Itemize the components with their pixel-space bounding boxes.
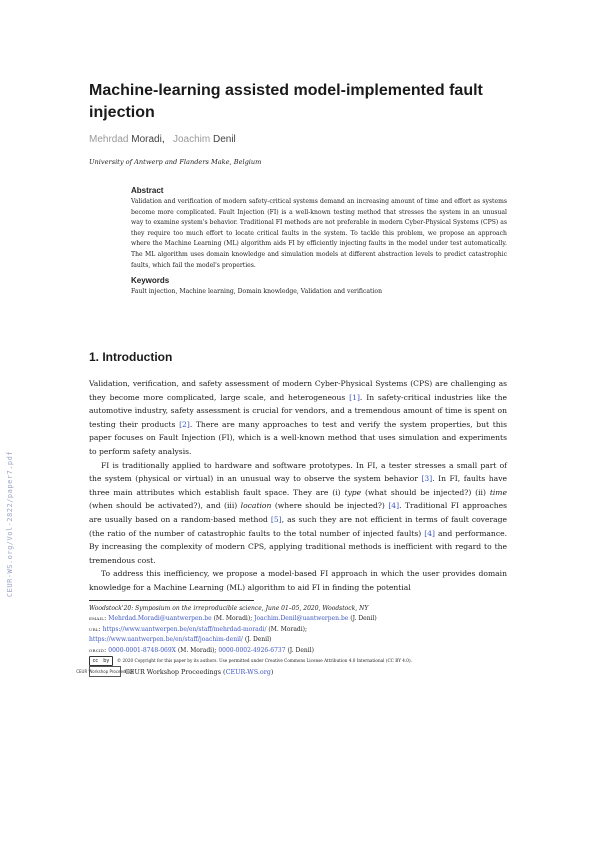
copyright-text: © 2020 Copyright for this paper by its authors. Use permitted under Creative Commons License Attribution 4.0 International (CC BY 4.0). xyxy=(117,658,412,664)
citation-link[interactable]: [4] xyxy=(424,528,435,538)
text-run: FI is traditionally applied to hardware and software prototypes. In FI, a tester stresses a small part of the system (physical or virtual) in an unusual way to observe the system behavior xyxy=(89,460,507,484)
text-run: ) xyxy=(270,667,274,676)
url-label: url: xyxy=(89,625,101,633)
citation-link[interactable]: [4] xyxy=(388,501,400,511)
author-list xyxy=(89,134,236,145)
side-stamp-text: CEUR-WS.org/Vol-2822/paper7.pdf xyxy=(6,450,14,598)
affiliation: University of Antwerp and Flanders Make, Belgium xyxy=(89,158,262,166)
abstract-section xyxy=(131,186,507,297)
url-note-2 xyxy=(89,635,507,645)
text-run: (J. Denil) xyxy=(242,636,272,644)
venue-text: Woodstock'20: Symposium on the irreproducible science, June 01–05, 2020, Woodstock, NY xyxy=(89,605,369,612)
intro-paragraph-2 xyxy=(89,459,507,568)
by-label: by xyxy=(103,658,110,665)
author-2 xyxy=(173,134,236,145)
keywords-heading: Keywords xyxy=(131,276,170,286)
text-run: (M. Moradi); xyxy=(211,615,255,623)
author-1-family: Moradi xyxy=(131,134,162,145)
term-location: location xyxy=(240,501,272,511)
orcid-note xyxy=(89,646,507,656)
text-run: (M. Moradi); xyxy=(175,646,219,654)
ceur-row xyxy=(76,666,507,677)
citation-link[interactable]: [3] xyxy=(421,474,433,484)
cc-label: cc xyxy=(92,658,99,665)
author-sep: , xyxy=(161,134,165,145)
paper-title: Machine-learning assisted model-implemented fault injection xyxy=(89,82,483,121)
footnote-rule xyxy=(89,600,254,601)
email-label: email: xyxy=(89,615,107,623)
url-link-moradi[interactable]: https://www.uantwerpen.be/en/staff/mehrdad-moradi/ xyxy=(102,625,267,633)
ceur-ws-link[interactable]: CEUR-WS.org xyxy=(225,667,271,676)
text-run: (when should be activated?), and (iii) xyxy=(89,501,241,511)
author-1 xyxy=(89,134,167,145)
text-run: , as such they are not efficient in terms of fault coverage (the ratio of the number of catastrophic faults to the total number of injected faults) xyxy=(89,514,507,538)
url-note xyxy=(89,625,507,635)
citation-link[interactable]: [5] xyxy=(270,514,282,524)
text-run: (J. Denil) xyxy=(285,646,314,654)
text-run: . Traditional FI approaches are usually based on a random-based method xyxy=(89,501,507,524)
intro-paragraph-3: To address this inefficiency, we propose a model-based FI approach in which the user provides domain knowledge for a Machine Learning (ML) algorithm to aid FI in finding the potential xyxy=(89,569,507,592)
footnotes xyxy=(76,604,507,677)
text-run: . In FI, faults have three main attributes which establish fault space. They are (i) xyxy=(89,474,507,497)
keywords-text: Fault injection, Machine learning, Domain knowledge, Validation and verification xyxy=(131,288,383,296)
citation-link[interactable]: [2] xyxy=(179,419,190,429)
text-run: (what should be injected?) (ii) xyxy=(361,487,490,497)
author-2-given: Joachim xyxy=(172,134,211,145)
author-1-given: Mehrdad xyxy=(89,134,129,145)
text-run: Validation, verification, and safety assessment of modern Cyber-Physical Systems (CPS) are challenging as they become more complicated, large scale, and heterogeneous xyxy=(89,379,507,402)
ceur-logo-icon xyxy=(76,666,134,677)
introduction-body xyxy=(89,377,507,595)
term-type: type xyxy=(344,487,362,497)
email-link-moradi[interactable]: Mehrdad.Moradi@uantwerpen.be xyxy=(108,615,212,623)
intro-paragraph-1 xyxy=(89,377,507,459)
copyright-row xyxy=(89,656,507,666)
text-run: . In safety-critical industries like the automotive industry, safety assessment is crucial for vendors, and a tremendous amount of time is spent on testing their products xyxy=(89,392,507,429)
text-run: (M. Moradi); xyxy=(266,625,308,633)
author-2-family: Denil xyxy=(212,134,236,145)
text-run: CEUR Workshop Proceedings ( xyxy=(125,667,226,676)
text-run: . There are many approaches to test and verify the system properties, but this paper focuses on Fault Injection (FI), which is a well-known method that uses simulation and experiments to perform safety analysis. xyxy=(89,419,507,456)
orcid-label: orcid: xyxy=(89,646,107,654)
text-run: and performance. By increasing the complexity of modern CPS, applying traditional methods is inefficient with regard to the tremendous cost. xyxy=(89,528,507,565)
abstract-heading: Abstract xyxy=(131,186,164,195)
venue-note xyxy=(89,604,507,614)
ceur-logo-text: CEUR Workshop Proceedings xyxy=(76,668,134,674)
email-note xyxy=(89,614,507,624)
abstract-text: Validation and verification of modern safety-critical systems demand an increasing amount of time and effort as systems become more complicated. Fault Injection (FI) is a well-known testing method that stresses the system in an unusual way to examine system's behavior. Traditional FI methods are not preferable in modern Cyber-Physical Systems (CPS) as they require too much effort to locate critical faults in the system. To tackle this problem, we propose an approach where the Machine Learning (ML) algorithm aids FI by efficiently injecting faults in the model under test automatically. The ML algorithm uses domain knowledge and simulation models at different abstraction levels to predict catastrophic faults, which fail the model's properties. xyxy=(131,198,507,269)
orcid-link-moradi[interactable]: 0000-0001-8748-069X xyxy=(108,646,176,654)
ceur-side-stamp xyxy=(2,444,18,604)
text-run: (J. Denil) xyxy=(348,615,377,623)
section-heading-introduction: 1. Introduction xyxy=(89,350,173,364)
orcid-link-denil[interactable]: 0000-0002-4926-6737 xyxy=(218,646,286,654)
url-link-denil[interactable]: https://www.uantwerpen.be/en/staff/joachim-denil/ xyxy=(89,636,243,644)
email-link-denil[interactable]: Joachim.Denil@uantwerpen.be xyxy=(254,615,349,623)
text-run: (where should be injected?) xyxy=(271,501,389,511)
term-time: time xyxy=(489,487,507,497)
ceur-text xyxy=(125,667,273,677)
citation-link[interactable]: [1] xyxy=(349,392,360,402)
cc-by-badge-icon xyxy=(89,656,113,666)
